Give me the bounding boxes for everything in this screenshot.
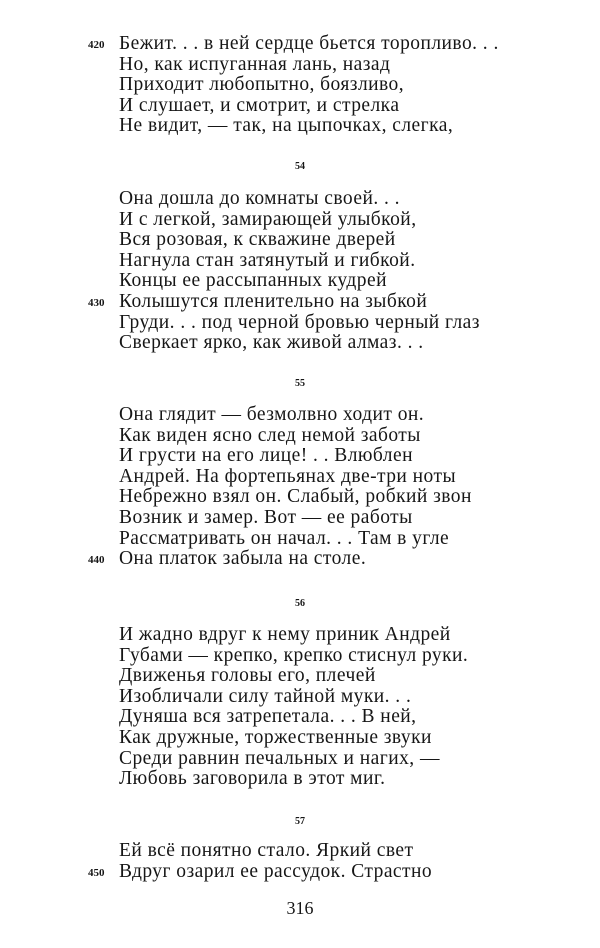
stanza-number: 56: [295, 598, 305, 609]
verse-line: [119, 96, 499, 117]
verse-text: Нагнула стан затянутый и гибкой.: [119, 249, 416, 271]
verse-text: Вдруг озарил ее рассудок. Страстно: [119, 860, 433, 882]
verse-line: [119, 707, 468, 728]
verse-text: Среди равнин печальных и нагих, —: [119, 747, 440, 769]
verse-line: [119, 116, 499, 137]
verse-line: [119, 230, 480, 251]
verse-text: Вся розовая, к скважине дверей: [119, 229, 396, 251]
verse-text: Небрежно взял он. Слабый, робкий звон: [119, 486, 472, 508]
verse-text: Груди. . . под черной бровью черный глаз: [119, 311, 480, 333]
stanza: [88, 33, 499, 137]
verse-text: Ей всё понятно стало. Яркий свет: [119, 840, 414, 861]
line-number: 450: [88, 866, 105, 879]
verse-text: Движенья головы его, плечей: [119, 665, 376, 687]
verse-text: Колышутся пленительно на зыбкой: [119, 290, 428, 312]
stanza-number: 54: [295, 161, 305, 172]
verse-text: Андрей. На фортепьянах две-три ноты: [119, 465, 456, 487]
verse-text: Изобличали силу тайной муки. . .: [119, 685, 412, 707]
verse-line: [119, 769, 468, 790]
verse-text: Но, как испуганная лань, назад: [119, 53, 391, 75]
line-number: 430: [88, 296, 105, 309]
verse-text: Сверкает ярко, как живой алмаз. . .: [119, 332, 424, 354]
verse-text: И с легкой, замирающей улыбкой,: [119, 208, 417, 230]
verse-text: Как виден ясно след немой заботы: [119, 424, 421, 446]
stanza-number: 55: [295, 378, 305, 389]
verse-line: [119, 841, 432, 862]
stanza: [88, 188, 480, 354]
stanza-number: 57: [295, 816, 305, 827]
verse-line: [119, 487, 472, 508]
verse-line: [119, 446, 472, 467]
verse-line: [119, 529, 472, 550]
verse-line: [119, 405, 472, 426]
verse-line: [119, 271, 480, 292]
line-number: 440: [88, 554, 105, 567]
verse-text: Она глядит — безмолвно ходит он.: [119, 404, 425, 425]
verse-line: [119, 666, 468, 687]
verse-text: Концы ее рассыпанных кудрей: [119, 270, 387, 292]
verse-text: Бежит. . . в ней сердце бьется торопливо. . .: [119, 33, 499, 54]
verse-line: [119, 508, 472, 529]
verse-line: [88, 33, 499, 55]
verse-text: Рассматривать он начал. . . Там в угле: [119, 527, 450, 549]
stanza: [88, 840, 433, 882]
verse-line: [119, 313, 480, 334]
stanza: [88, 404, 472, 570]
verse-line: [119, 75, 499, 96]
verse-line: [88, 548, 472, 570]
verse-text: Как дружные, торжественные звуки: [119, 726, 432, 748]
verse-text: Возник и замер. Вот — ее работы: [119, 506, 413, 528]
verse-line: [119, 189, 480, 210]
verse-text: Она платок забыла на столе.: [119, 548, 367, 570]
verse-line: [119, 646, 468, 667]
verse-line: [119, 625, 468, 646]
verse-line: [119, 728, 468, 749]
verse-line: [119, 210, 480, 231]
verse-line: [119, 426, 472, 447]
verse-text: Она дошла до комнаты своей. . .: [119, 188, 400, 209]
verse-text: Приходит любопытно, боязливо,: [119, 74, 405, 96]
verse-line: [88, 290, 480, 313]
verse-line: [88, 860, 433, 883]
verse-line: [119, 687, 468, 708]
page-number: 316: [286, 898, 314, 918]
verse-text: И жадно вдруг к нему приник Андрей: [119, 624, 451, 645]
verse-line: [119, 467, 472, 488]
verse-text: Любовь заговорила в этот миг.: [119, 768, 386, 790]
stanza: [119, 625, 468, 790]
verse-text: Дуняша вся затрепетала. . . В ней,: [119, 706, 417, 728]
verse-text: Не видит, — так, на цыпочках, слегка,: [119, 115, 454, 137]
line-number: 420: [88, 39, 105, 51]
verse-line: [119, 749, 468, 770]
verse-line: [119, 251, 480, 272]
verse-line: [119, 55, 499, 76]
verse-text: И грусти на его лице! . . Влюблен: [119, 445, 413, 467]
verse-text: И слушает, и смотрит, и стрелка: [119, 94, 400, 116]
verse-text: Губами — крепко, крепко стиснул руки.: [119, 644, 469, 666]
verse-line: [119, 333, 480, 354]
